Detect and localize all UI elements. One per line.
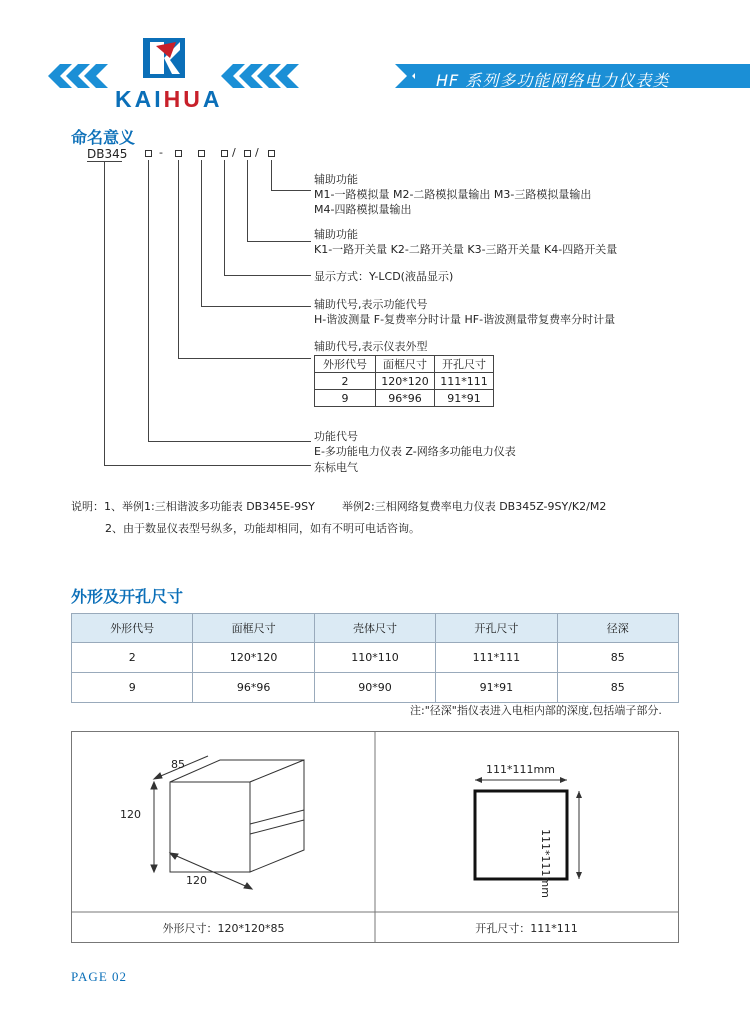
group-m-line-2: M4-四路模拟量输出 [314,203,412,216]
shape-code-table [314,355,494,407]
group-aux-line-1: H-谐波测量 F-复费率分时计量 HF-谐波测量带复费率分时计量 [314,313,616,326]
code-box-5 [244,150,251,157]
table-row: 9 96*96 91*91 [315,390,494,407]
naming-title: 命名意义 [71,128,136,147]
dimension-drawings [72,732,678,942]
dim-header: 壳体尺寸 [314,614,435,643]
code-box-1 [145,150,152,157]
label-cut-width: 111*111mm [486,763,555,776]
separator-slash-1: / [232,146,236,159]
page-number: PAGE 02 [71,969,128,984]
group-m-title: 辅助功能 [314,173,358,186]
cutout-drawing [475,777,582,879]
depth-note: 注:"径深"指仪表进入电柜内部的深度,包括端子部分. [410,704,662,717]
small-table-header: 面框尺寸 [376,356,435,373]
dim-header: 开孔尺寸 [436,614,557,643]
code-box-4 [221,150,228,157]
dimensions-table [71,613,679,703]
table-row: 2 120*120 111*111 [315,373,494,390]
table-row: 9 96*96 90*90 91*91 85 [72,673,679,703]
group-k-line-1: K1-一路开关量 K2-二路开关量 K3-三路开关量 K4-四路开关量 [314,243,618,256]
code-box-6 [268,150,275,157]
separator-dash: - [159,146,163,159]
dimensions-title: 外形及开孔尺寸 [71,587,184,606]
model-prefix: DB345 [87,147,128,161]
separator-slash-2: / [255,146,259,159]
dim-header: 外形代号 [72,614,193,643]
small-table-header: 开孔尺寸 [435,356,494,373]
dim-header: 径深 [557,614,678,643]
group-shape-title: 辅助代号,表示仪表外型 [314,340,428,353]
housing-3d-drawing [151,756,304,889]
note-example-2: 举例2:三相网络复费率电力仪表 DB345Z-9SY/K2/M2 [342,500,607,513]
note-2: 2、由于数显仪表型号纵多，功能却相同，如有不明可电话咨询。 [105,522,420,535]
brand-wordmark: KAIHUA [115,86,223,112]
group-func-title: 功能代号 [314,430,358,443]
drawing-frame [71,731,679,943]
caption-outline-size: 外形尺寸：120*120*85 [162,922,285,935]
group-k-title: 辅助功能 [314,228,358,241]
code-box-3 [198,150,205,157]
group-brand-title: 东标电气 [314,461,358,474]
label-cut-height: 111*111mm [539,829,552,898]
dim-header: 面框尺寸 [193,614,314,643]
series-title: HF 系列多功能网络电力仪表类 [436,71,670,90]
table-row: 2 120*120 110*110 111*111 85 [72,643,679,673]
header-band [0,0,750,115]
code-box-2 [175,150,182,157]
label-width: 120 [186,874,207,887]
note-example-1: 说明：1、举例1:三相谐波多功能表 DB345E-9SY [71,500,315,513]
caption-cutout-size: 开孔尺寸：111*111 [475,922,578,935]
label-depth: 85 [171,758,185,771]
group-aux-title: 辅助代号,表示功能代号 [314,298,428,311]
kaihua-logo-mark [143,38,185,78]
label-height: 120 [120,808,141,821]
group-func-line-1: E-多功能电力仪表 Z-网络多功能电力仪表 [314,445,516,458]
group-m-line-1: M1-一路模拟量 M2-二路模拟量输出 M3-三路模拟量输出 [314,188,592,201]
small-table-header: 外形代号 [315,356,376,373]
group-display-title: 显示方式：Y-LCD(液晶显示) [314,270,454,283]
